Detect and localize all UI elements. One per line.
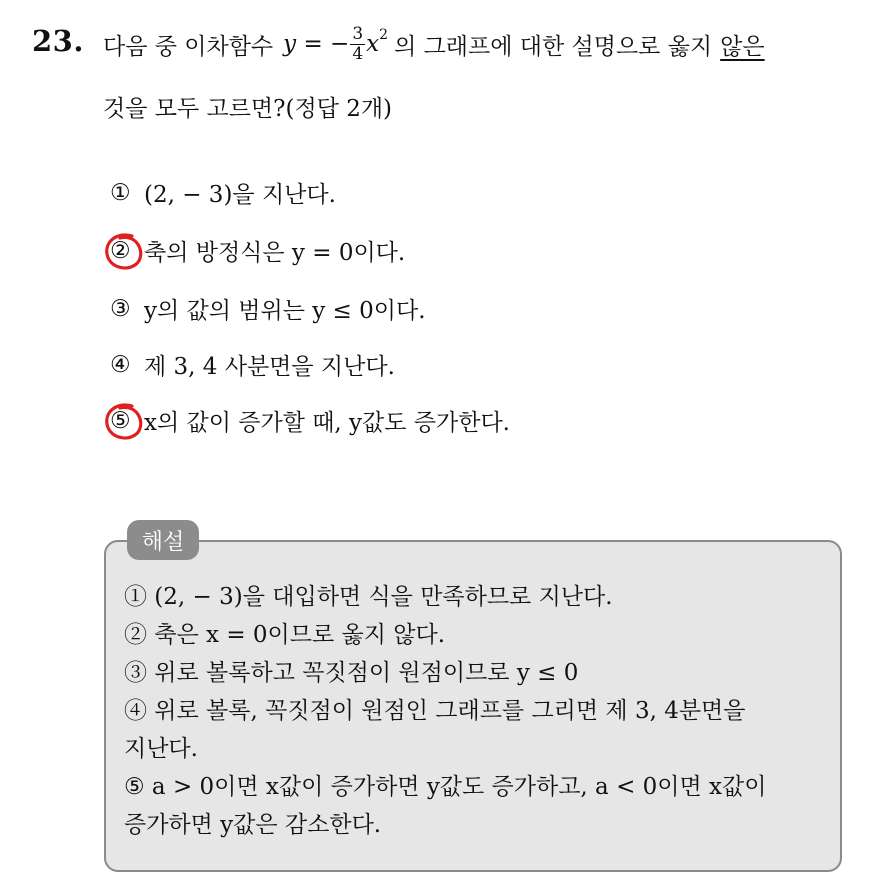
explanation-line: ④ 위로 볼록, 꼭짓점이 원점인 그래프를 그리면 제 3, 4분면을 (124, 698, 746, 724)
explanation-line: ③ 위로 볼록하고 꼭짓점이 원점이므로 y ≤ 0 (124, 660, 579, 686)
question-number: 23. (32, 24, 84, 58)
option-text: y의 값의 범위는 y ≤ 0이다. (144, 298, 426, 324)
question-line-1 (103, 24, 765, 64)
option-marker-wrap (110, 238, 144, 264)
explanation-label: 해설 (127, 520, 199, 560)
question-underlined-word: 않은 (720, 33, 765, 60)
option-marker: ① (110, 179, 131, 206)
explanation-line: 지난다. (124, 736, 198, 762)
option-5[interactable] (110, 404, 510, 437)
option-marker-wrap (110, 408, 144, 434)
explanation-line: ① (2, − 3)을 대입하면 식을 만족하므로 지난다. (124, 584, 613, 610)
option-marker: ⑤ (110, 407, 131, 434)
question-line-2: 것을 모두 고르면?(정답 2개) (103, 96, 393, 122)
option-text: 축의 방정식은 y = 0이다. (144, 240, 406, 266)
option-marker: ③ (110, 295, 131, 322)
fraction-denominator: 4 (352, 43, 364, 64)
option-2[interactable] (110, 234, 405, 267)
explanation-line: ② 축은 x = 0이므로 옳지 않다. (124, 622, 446, 648)
question-text-before: 다음 중 이차함수 (103, 33, 274, 60)
option-marker: ④ (110, 351, 131, 378)
option-text: x의 값이 증가할 때, y값도 증가한다. (144, 410, 510, 436)
equation-exponent: 2 (379, 27, 389, 43)
option-3[interactable] (110, 292, 426, 325)
option-4[interactable] (110, 348, 395, 381)
option-text: 제 3, 4 사분면을 지난다. (144, 354, 395, 380)
option-text: (2, − 3)을 지난다. (144, 182, 336, 208)
explanation-line: ⑤ a > 0이면 x값이 증가하면 y값도 증가하고, a < 0이면 x값이 (124, 774, 767, 800)
question-text-after: 의 그래프에 대한 설명으로 옳지 (394, 33, 713, 60)
fraction (350, 25, 365, 64)
option-marker: ② (110, 237, 131, 264)
fraction-numerator: 3 (352, 23, 364, 44)
equation-lhs: y = − (283, 31, 350, 57)
option-1[interactable] (110, 176, 336, 209)
explanation-line: 증가하면 y값은 감소한다. (124, 812, 382, 838)
equation-variable: x (366, 31, 380, 57)
